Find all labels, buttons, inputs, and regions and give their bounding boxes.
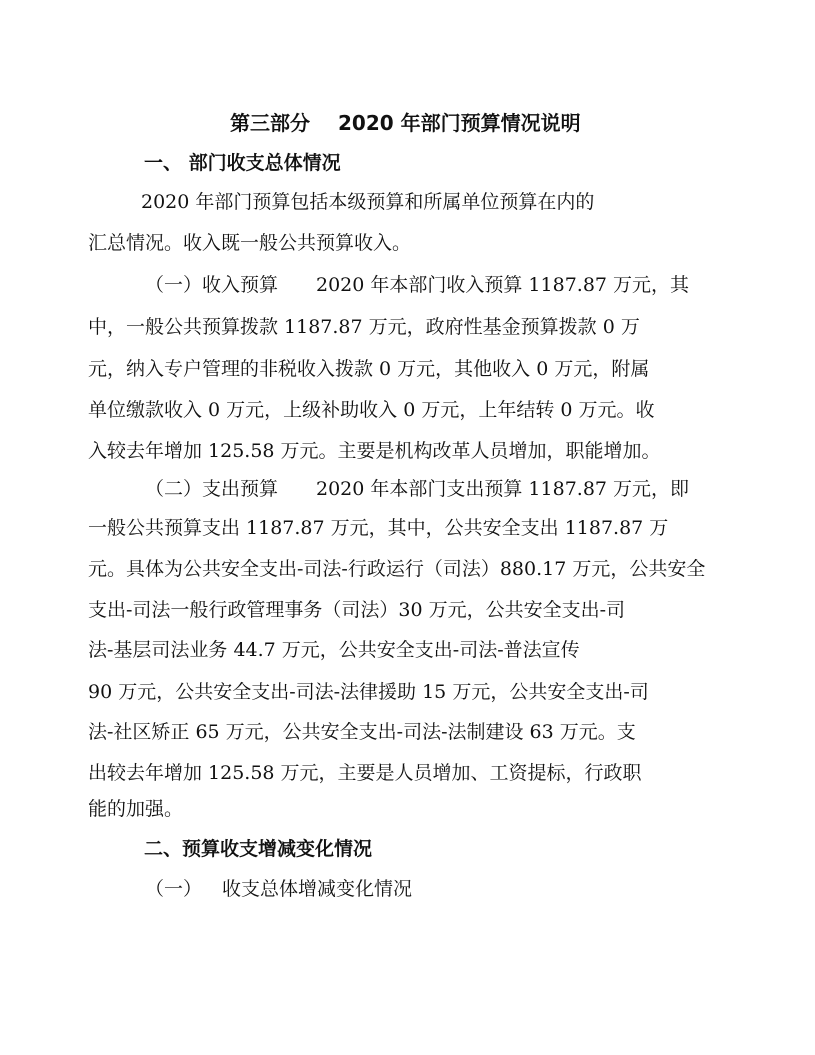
paragraph-line: （二）支出预算 2020 年本部门支出预算 1187.87 万元，即 <box>145 478 690 500</box>
subsection-label: （一） <box>145 878 203 900</box>
paragraph-line: 法-基层司法业务 44.7 万元，公共安全支出-司法-普法宣传 <box>88 639 580 661</box>
paragraph-line: 入较去年增加 125.58 万元。主要是机构改革人员增加，职能增加。 <box>88 440 661 462</box>
paragraph-line: 90 万元，公共安全支出-司法-法律援助 15 万元，公共安全支出-司 <box>88 681 649 703</box>
paragraph-line: 法-社区矫正 65 万元，公共安全支出-司法-法制建设 63 万元。支 <box>88 721 636 743</box>
paragraph-line: 汇总情况。收入既一般公共预算收入。 <box>88 232 412 254</box>
paragraph-line: 单位缴款收入 0 万元，上级补助收入 0 万元，上年结转 0 万元。收 <box>88 399 655 421</box>
subsection-text: 收支总体增减变化情况 <box>222 878 413 900</box>
paragraph-line: 一般公共预算支出 1187.87 万元，其中，公共安全支出 1187.87 万 <box>88 517 669 539</box>
paragraph-line: 能的加强。 <box>88 798 184 820</box>
paragraph-line: 元。具体为公共安全支出-司法-行政运行（司法）880.17 万元，公共安全 <box>88 558 706 580</box>
section-2-heading: 二、预算收支增减变化情况 <box>144 838 373 860</box>
section-1-heading: 一、 部门收支总体情况 <box>144 152 341 174</box>
title-main: 2020 年部门预算情况说明 <box>338 111 581 135</box>
title-part: 第三部分 <box>230 111 310 135</box>
paragraph-line: 2020 年部门预算包括本级预算和所属单位预算在内的 <box>141 191 595 213</box>
page-title <box>230 110 581 136</box>
paragraph-line: 出较去年增加 125.58 万元，主要是人员增加、工资提标，行政职 <box>88 762 642 784</box>
subsection-heading <box>145 876 412 902</box>
paragraph-line: 支出-司法一般行政管理事务（司法）30 万元，公共安全支出-司 <box>88 599 626 621</box>
paragraph-line: （一）收入预算 2020 年本部门收入预算 1187.87 万元，其 <box>145 274 690 296</box>
paragraph-line: 元，纳入专户管理的非税收入拨款 0 万元，其他收入 0 万元，附属 <box>88 358 650 380</box>
paragraph-line: 中，一般公共预算拨款 1187.87 万元，政府性基金预算拨款 0 万 <box>88 316 640 338</box>
